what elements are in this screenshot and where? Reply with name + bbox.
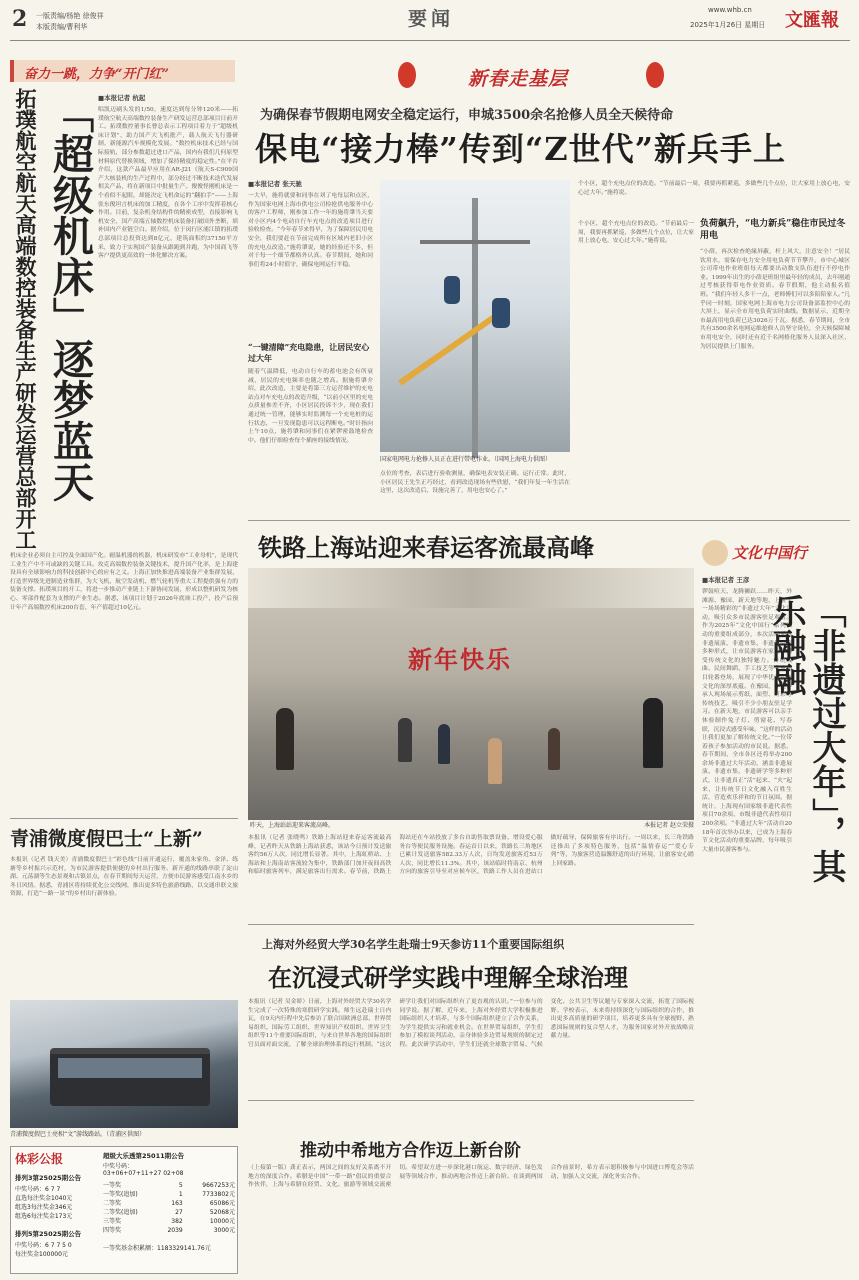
lottery-box xyxy=(10,1146,238,1274)
lottery-left-head-2: 排列5第25025期公告 xyxy=(15,1230,82,1238)
culture-body: 锣鼓喧天、龙腾狮跃……昨天，外滩源、豫园、新天地等地，上演了一场场精彩的“非遗过大年”文化活动，吸引众多市民游客驻足观看。作为2025年“文化中国行”系列活动的重要组成部分，本次活动通过非遗展演、非遗市集、非遗体验等多种形式，让市民游客在家门口感受传统文化的独特魅力。传统戏曲、民间舞蹈、手工技艺等非遗项目轮番登场，展现了中华优秀传统文化的深厚底蕴。在豫园，非遗传承人现场展示剪纸、面塑、灯彩等传统技艺，吸引不少小朋友驻足学习。在新天地，市民游客可以亲手体验制作兔子灯、剪窗花、写春联，沉浸式感受年味。“这样的活动让我们更加了解传统文化。”一位带着孩子参加活动的市民说。据悉，春节期间，全市各区还将举办200余场非遗过大年活动，涵盖非遗展演、非遗市集、非遗研学等多种形式，让非遗真正“活”起来、“火”起来，让传统节日文化融入百姓生活，营造欢乐祥和的节日氛围。据统计，上海现有国家级非遗代表性项目70余项、市级非遗代表性项目200余项。“非遗过大年”活动自2018年首次举办以来，已成为上海春节文化活动的重要品牌，每年吸引大量市民游客参与。 xyxy=(702,589,792,853)
lantern-left-icon xyxy=(398,62,416,88)
feature-subhead-1: “一键清障”充电隐患，让居民安心过大年 xyxy=(248,342,370,363)
rail-headline: 铁路上海站迎来春运客流最高峰 xyxy=(258,533,594,562)
masthead xyxy=(0,0,859,44)
lottery-right-numbers: 03+06+07+11+27 02+08 xyxy=(103,1170,184,1177)
lottery-right-head: 超级大乐透第25011期公告 xyxy=(103,1152,185,1160)
edition-line-2: 本版责编/曹利华 xyxy=(36,23,88,31)
lottery-title: 体彩公报 xyxy=(15,1152,64,1166)
passenger-figure xyxy=(276,708,294,770)
power-photo xyxy=(380,180,570,452)
passenger-figure xyxy=(548,728,560,770)
rail-photo-credit: 本报记者 赵立荣摄 xyxy=(644,822,694,829)
paper-url[interactable]: www.whb.cn xyxy=(708,6,752,14)
col1-body: 唱凯迈刷头发的1/50，速度达到每分钟120米——拓璞航空航天高端数控装备生产研发运营总部项目日前开工。拓璞数控董事长曹总表示工程项目着力于“超级机床计划”，助力国产大飞机批产，载人航天飞行器研制，新能源汽车规模化发展。“数控机床技术已经与国际接轨，部分参数超过进口产品，国内有我们几何原型材料原代替换领域，增加了保持精度的稳定性。”在平台介绍，这款产品最早应用在AR-J21《航天S-C909国产大核装机的生产过程中，部分经过不断技术迭代发展相关产品，将在新项目中批量生产。俊俊怪刚机床是一个看似不起眼，却能决定飞机命运的“翻拍手”——上海张东俊坦言机床的加工精度，在各个工序中发挥着核心作用。目前，复杂机身结构件的精密成型，直接影响飞机安全，国产高端五轴数控机床装备打破国外垄断，填补国内产业链空白。据介绍，位于闵行区浦江镇的拓璞总部项目总投资达到8亿元，建筑面积约37150平方米，致力于实现国产装备从跟跑到并跑，为中国商飞等客户提供更高效的一体化解决方案。 xyxy=(98,107,238,260)
paper-date: 2025年1月26日 星期日 xyxy=(690,21,766,29)
lottery-table xyxy=(103,1181,235,1235)
trade-headline: 在沉浸式研学实践中理解全球治理 xyxy=(268,963,628,992)
lottery-pool: 一等奖基金积累额：1183329141.76元 xyxy=(103,1245,211,1252)
push-headline: 推动中希地方合作迈上新台阶 xyxy=(300,1141,521,1161)
table-row: 三等奖 382 10000元 xyxy=(103,1218,235,1225)
edition-line-1: 一版责编/杨艳 徐俊祥 xyxy=(36,12,104,20)
rail-banner-in-photo: 新年快乐 xyxy=(408,645,512,674)
feature-byline: ■本报记者 张天驰 xyxy=(248,180,302,188)
festival-banner-text: 新春走基层 xyxy=(468,68,569,90)
banner-title: 奋力一跳，力争“开门红” xyxy=(24,67,169,82)
section-title: 要闻 xyxy=(408,8,455,30)
feature-subhead-2: 负荷飙升，“电力新兵”稳住市民过冬用电 xyxy=(700,219,846,241)
paper-logo: 文匯報 xyxy=(785,10,839,31)
trade-divider xyxy=(248,924,694,925)
feature-kicker: 为确保春节假期电网安全稳定运行，申城3500余名抢修人员全天候待命 xyxy=(260,108,674,123)
passenger-figure xyxy=(643,698,663,768)
feature-body-1: 一大早，施将就要和同事在刘了电每层和点区，作为国家电网上海市供电公司检抢供电服务中心的客户工程师，刚参加工作一年的施将肇当天要对小区内4个电动自行车充电点的改造项目进行验收检查。“今年春节来得早，为了保障居民用电安全，我们要赶在节前完成所有区域内老旧小区的充电点改造。”施将肇说，她的经验还不多，但对于每一个细节都格外认真。春节期间，她和同事们将24小时值守，确保电网运行平稳。 xyxy=(248,193,373,268)
rail-photo-caption: 昨天，上海站站迎来客流高峰。 xyxy=(250,822,335,829)
station-ceiling xyxy=(248,568,694,608)
lottery-left-row: 中奖号码：6 7 7 xyxy=(15,1186,61,1193)
feature-body-2: 随着气温降低，电动自行车的蓄电池会有所衰减，居民的充电频率也随之增高。据施将肇介绍，此次改造，主要是将第三方运营维护的充电站点对车充电点的改造升级，“以前小区里的充电点质量参差不齐，小区居民投诉不少，现在我们通过统一管理，能够实时监测每一个充电桩的运行状态，一旦发现隐患可以远程断电。”时针指向上午10点，施将肇和同事们在紧锣密鼓地检查中。他们仔细检查每个插座的接线情况。 xyxy=(248,369,373,444)
push-divider xyxy=(248,1100,694,1101)
col1-continued: 机床企业必须自主可控及全面国产化。耐温机器的机器，机床研发亦“工业母机”，是现代工业生产中不可或缺的关键工具。攻克高端数控装备关键技术，提升国产化率，是上海建设具有全球影响力的科技创新中心的应有之义。上海正加快推进高端装备产业集群发展，打造世界级先进制造业集群，为大飞机、航空发动机、燃气轮机等重大工程提供强有力的装备支撑。拓璞项目的开工，将进一步推动产业链上下游协同发展，形成以整机研发为核心、零部件配套为支撑的产业生态。据悉，该项目计划于2026年底竣工投产，投产后预计年产高端数控机床200台套，年产值超过10亿元。 xyxy=(10,553,238,611)
feature-body-3: 点位的考查，表后进行验收测量，确保电表安装正确、运行正常。此时，小区居民王先生正巧经过，看到改造现场有些欣慰，“我们年复一年生活在这里，这次改造后，设施完善了，用电也安心了。” xyxy=(380,471,570,495)
banner-strip xyxy=(10,60,235,82)
culture-label-box xyxy=(702,536,850,570)
trade-body: 本报讯（记者 吴金娇）日前，上海对外经贸大学30名学生完成了一次特殊的寒假研学实践。师生远赴瑞士日内瓦，在9天内行程中先后参访了联合国欧洲总部、世界贸易组织、国际劳工组织、世界知识产权组织、世界卫生组织等11个重要国际组织，与来自世界各地的国际组织官员面对面交流，了解全球治理体系的运行机制。“这次研学让我们对国际组织有了更直观的认识。”一位参与的同学说。据了解，近年来，上海对外经贸大学积极推进国际组织人才培养，与多个国际组织建立了合作关系，为学生提供实习和就业机会。在世界贸易组织，学生们参加了模拟谈判活动，亲身体验多边贸易规则的制定过程。此次研学活动中，学生们还就全球数字贸易、气候变化、公共卫生等议题与专家深入交流，拓宽了国际视野。学校表示，未来将持续深化与国际组织的合作，推出更多高质量的研学项目，培养更多具有全球视野、熟悉国际规则的复合型人才，为服务国家对外开放战略贡献力量。 xyxy=(248,999,694,1048)
culture-byline: ■本报记者 王彦 xyxy=(702,576,750,584)
lottery-left-row: 组选6每注奖金173元 xyxy=(15,1213,73,1220)
passenger-figure xyxy=(488,738,502,784)
col1-headline: 拓璞航空航天高端数控装备生产研发运营总部开工 xyxy=(13,88,38,550)
feature-body-4: 个小区，超个充电点位的改造。“节前最后一周，我要再抓紧巡，多做些几个点位，让大家用上放心电，安心过大年。”施将说。 xyxy=(578,181,850,196)
lottery-left-row: 中奖号码：6 7 7 5 0 xyxy=(15,1242,72,1249)
page-number: 2 xyxy=(12,6,28,32)
bus-windows xyxy=(58,1058,202,1078)
bus-photo xyxy=(10,1000,238,1128)
worker-figure xyxy=(444,276,460,304)
table-row: 一等奖 5 9667253元 xyxy=(103,1182,235,1189)
culture-label: 文化中国行 xyxy=(732,544,808,562)
masthead-rule xyxy=(10,40,850,41)
table-row: 四等奖 2039 3000元 xyxy=(103,1227,235,1234)
col1-quote-headline: 「超级机床」逐梦蓝天 xyxy=(46,92,94,502)
lottery-right-sub: 中奖号码： xyxy=(103,1163,134,1170)
lottery-left-head-1: 排列3第25025期公告 xyxy=(15,1174,82,1182)
bucket-truck-boom xyxy=(398,312,500,386)
push-body: （上接第一版）龚正表示，两国之间的友好关系离不开地方的深度合作。希腊是中国“一带一路”倡议的重要合作伙伴，上海与希腊在经贸、文化、旅游等领域交流密切。希望双方进一步深化港口航运、数字经济、绿色发展等领域合作，推动两地合作迈上新台阶。在谈到两国合作前景时，希方表示愿积极参与中国进口博览会等活动，加强人文交流，深化务实合作。 xyxy=(248,1165,694,1189)
culture-quote-headline: 「非遗过大年」，其乐融融 xyxy=(766,594,846,883)
feature-body-5: “小薛，再次检查绝缘屏蔽，杆上风大，注意安全！”居民饮用水，需保存电力安全用电负荷节节攀升，市中心城区公司带电作业班组每天都要出动数支队伍进行不停电作业。1999年出生的小薛是班组里最年轻的成员，去年刚通过考核获得带电作业资质。春节假期，他主动报名值班。“我们年轻人多干一点，老师傅们可以多陪陪家人。”几乎同一时刻，国家电网上海市电力公司设备部监控中心的大屏上，显示全市用电负荷实时曲线。数据显示，近期全市最高用电负荷已达3026万千瓦。据悉，春节期间，全市共有3500余名电网运维抢修人员坚守岗位，全天候保障城市用电安全，同时还有近千名网格化服务人员深入社区，为居民提供上门服务。 xyxy=(700,249,850,350)
rail-photo xyxy=(248,568,694,820)
worker-figure xyxy=(492,298,510,328)
crossarm xyxy=(420,240,530,244)
rail-body: 本报讯（记者 张晓鸣）铁路上海站迎来春运客流最高峰，记者昨天从铁路上海站获悉，该站今日预计发送旅客约56万人次，同比增长显著。其中，上海虹桥站、上海站和上海南站客流较为集中，铁路部门加开夜间高铁和临时旅客列车，满足旅客出行需求。春节前，铁路上海站还在车站投放了多台自助售取票设备、增设爱心服务台等便民服务设施。春运首日以来，铁路长三角地区已累计发送旅客582.33万人次，日均发送旅客近53万人次，同比增长11.3%。其中，该站临时将南京、杭州方向的旅客引导至对应候车区，铁路工作人员在进站口做好疏导，保障旅客有序出行。一周以来，长三角铁路还推出了多项特色服务，包括“温情春运”“爱心专列”等，为旅客营造温馨舒适的出行环境，让旅客安心踏上回家路。 xyxy=(248,835,694,876)
bus-caption: 青浦微度假巴士亮相“文”游线路站。（青浦区供图） xyxy=(10,1131,146,1138)
table-row: 二等奖(追加) 27 52068元 xyxy=(103,1209,235,1216)
culture-ornament-icon xyxy=(702,540,728,566)
trade-kicker: 上海对外经贸大学30名学生赴瑞士9天参访11个重要国际组织 xyxy=(262,938,565,951)
col1-divider xyxy=(10,818,238,819)
story2-headline: 青浦微度假巴士“上新” xyxy=(10,828,203,850)
passenger-figure xyxy=(438,724,450,764)
passenger-figure xyxy=(398,718,412,762)
table-row: 一等奖(追加) 1 7733802元 xyxy=(103,1191,235,1198)
col1-byline: ■本报记者 杭起 xyxy=(98,94,146,102)
feature-body-5b: 个小区，超个充电点位的改造。“节前最后一周，我要再抓紧巡，多做些几个点位，让大家用上放心电，安心过大年。”施将说。 xyxy=(578,221,694,245)
table-row: 二等奖 163 65086元 xyxy=(103,1200,235,1207)
lottery-left-row: 直选每注奖金1040元 xyxy=(15,1195,73,1202)
story2-body: 本报讯（记者 钱天美）青浦微度假巴士“彩色线”日前开通运行，覆盖朱家角、金泽、练塘等乡村振兴示范村，为市民游客提供便捷的乡村出行服务。新开通的线路串联了淀山湖、元荡湖等生态景观和古镇景点，在春节期间每天运营，方便市民游客感受江南水乡的冬日风情。据悉，青浦区将持续优化公交线网，推出更多特色旅游线路，以交通串联文旅资源，打造“一路一景”的乡村出行新体验。 xyxy=(10,857,238,898)
festival-banner xyxy=(398,58,668,94)
lottery-left-row: 每注奖金100000元 xyxy=(15,1251,68,1258)
lottery-left-row: 组选3每注奖金346元 xyxy=(15,1204,73,1211)
feature-headline: 保电“接力棒”传到“Z世代”新兵手上 xyxy=(255,130,786,168)
power-caption: 国家电网电力抢修人员正在进行带电作业。（国网上海电力供图） xyxy=(380,456,552,463)
feature-divider xyxy=(248,520,850,521)
lantern-right-icon xyxy=(646,62,664,88)
